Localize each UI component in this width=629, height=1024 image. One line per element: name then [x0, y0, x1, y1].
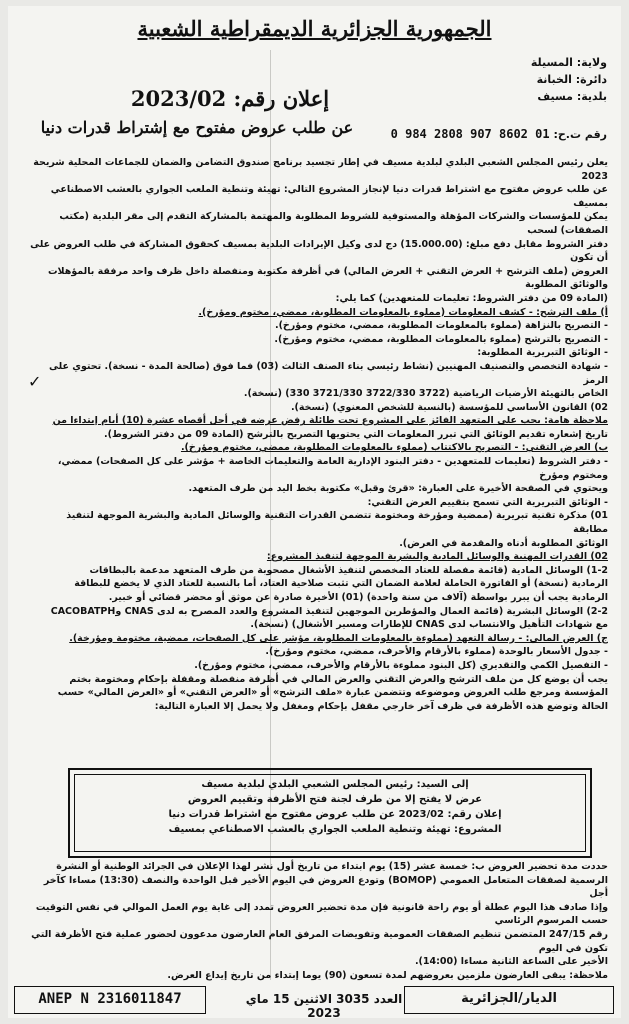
- envelope-line: عرض لا يفتح إلا من طرف لجنة فتح الأظرفة وتقييم العروض: [187, 794, 483, 805]
- technical-offer-heading: ب) العرض التقني: - التصريح بالاكتتاب (مملوء بالمعلومات المطلوبة، ممضي، مختوم ومؤرخ).: [180, 442, 608, 454]
- rib-label: رقم ت.ح:: [553, 128, 607, 141]
- body-line: 2-2) الوسائل البشرية (قائمة العمال والمؤطرين الموجهين لتنفيذ المشروع والعدد المصرح به لدى CNAS وCACOBATPH: [50, 605, 608, 617]
- body-line: - التصريح بالنزاهة (مملوء بالمعلومات المطلوبة، ممضي، مختوم ومؤرخ).: [274, 320, 608, 332]
- body-line: الرمادية يجب أن يبرر بواسطة (آلاف من سنة واحدة) (01) الأخيرة صادرة عن موثق أو محضر قضائي أو خبير.: [108, 592, 608, 603]
- body-line: - التفصيل الكمي والتقديري (كل البنود مملوءة بالأرقام والأحرف، ممضي، مختوم ومؤرخ).: [194, 659, 608, 671]
- announcement-body: [30, 156, 608, 713]
- body-line: - جدول الأسعار بالوحدة (مملوء بالأرقام والأحرف، ممضي، مختوم ومؤرخ).: [265, 646, 608, 658]
- envelope-box: [68, 768, 592, 858]
- body-line: المؤسسة ومرجع طلب العروض وموضوعه وتتضمن عبارة «ملف الترشح» أو «العرض التقني» أو «العرض المالي» حسب: [57, 687, 608, 699]
- closing-paragraph: [30, 860, 608, 982]
- body-line: يمكن للمؤسسات والشركات المؤهلة والمستوفية للشروط المطلوبة والمهتمة بالمشاركة التقدم إلى مقر البلدية (مكتب الصفقات) لسحب: [59, 211, 608, 236]
- body-line: (المادة 09 من دفتر الشروط: تعليمات للمتعهدين) كما يلي:: [335, 292, 608, 304]
- body-line: - شهادة التخصص والتصنيف المهنيين (نشاط رئيسي بناء الصنف الثالث (03) فما فوق (صالحة المدة - نسخة). تحتوي على الرمز: [48, 360, 608, 386]
- wilaya-line: ولاية: المسيلة: [530, 56, 607, 69]
- publication-box: [404, 986, 614, 1014]
- body-line: الحالة وتوضع هذه الأظرفة في ظرف آخر خارجي مقفل بإحكام ومغفل ولا يحمل إلا العبارة التالية:: [154, 700, 608, 712]
- body-line: مع شهادات التأهيل والانتساب لدى CNAS للإطارات ومسير الأشغال) (نسخة).: [250, 619, 608, 631]
- body-line: يجب أن يوضع كل من ملف الترشح والعرض التقني والعرض المالي في أظرفة منفصلة ومقفلة بإحكام ومختومة بختم: [69, 673, 608, 685]
- financial-offer-heading: ج) العرض المالي: - رسالة التعهد (مملوءة بالمعلومات المطلوبة، مؤشر على كل الصفحات، ممضية، مختومة ومؤرخة).: [69, 632, 608, 644]
- checkmark-icon: ✓: [28, 372, 42, 391]
- body-line: 1-2) الوسائل المادية (قائمة مفصلة للعتاد المخصص لتنفيذ الأشغال مصحوبة من طرف المتعهد مدعمة بالبطاقات: [89, 564, 608, 576]
- body-line: الرمادية (نسخة) أو الفاتورة الحاملة لعلامة الضمان التي تثبت صلاحية العتاد، أما بالنسبة للعتاد الذي لا يخضع للبطاقة: [74, 578, 608, 590]
- footer: [14, 986, 614, 1020]
- announcement-number: إعلان رقم: 2023/02: [130, 86, 330, 111]
- closing-line: رقم 247/15 المتضمن تنظيم الصفقات العمومية وتفويضات المرفق العام العارضون مدعوون لحضور عملية فتح الأظرفة التي تكون في اليوم: [31, 928, 608, 954]
- envelope-line: المشروع: تهيئة وتنطية الملعب الجواري بالعشب الاصطناعي بمسيف: [168, 824, 502, 835]
- candidacy-file-heading: أ) ملف الترشح: - كشف المعلومات (مملوء بالمعلومات المطلوبة، ممضي، مختوم ومؤرخ).: [198, 306, 608, 318]
- closing-line: وإذا صادف هذا اليوم عطلة أو يوم راحة قانونية فإن مدة تحضير العروض تمدد إلى غاية يوم العمل الموالي في نفس التوقيت حسب المرسوم الرئاسي: [35, 901, 608, 927]
- body-line: دفتر الشروط مقابل دفع مبلغ: (15.000.00) دج لدى وكيل الإيرادات البلدية بمسيف كحقوق المشاركة في طلب العروض على أن تكون: [30, 238, 608, 264]
- rib-line: [391, 127, 607, 141]
- envelope-text: [100, 777, 570, 837]
- publication-name: الديار/الجزائرية: [461, 991, 557, 1006]
- body-line: يعلن رئيس المجلس الشعبي البلدي لبلدية مسيف في إطار تجسيد برنامج صندوق التضامن والضمان للجماعات المحلية شريحة 2023: [33, 157, 608, 182]
- administration-block: [457, 54, 607, 105]
- closing-line: الأخير على الساعة الثانية مساءا (14:00).: [414, 956, 608, 968]
- body-line: العروض (ملف الترشح + العرض التقني + العرض المالي) في أظرفة مكتوبة ومنفصلة داخل ظرف واحد مرفقة بالمؤهلات والوثائق المطلوبة: [47, 265, 608, 291]
- body-line: - الوثائق التبريرية المطلوبة:: [477, 347, 608, 359]
- important-note: ملاحظة هامة: يجب على المتعهد الفائز على المشروع تحت طائلة رفض عرضه في أجل أقصاه عشرة (10) أيام إبتداءا من: [52, 415, 608, 427]
- body-line: الوثائق المطلوبة أدناه والمقدمة في العرض).: [399, 537, 608, 549]
- body-line: - دفتر الشروط (تعليمات للمتعهدين - دفتر البنود الإدارية العامة والتعليمات الخاصة + مؤشر على كل الصفحات) ممضي، ومختوم ومؤرخ: [57, 456, 608, 481]
- body-line: - الوثائق التبريرية التي تسمح بتقييم العرض التقني:: [367, 496, 608, 508]
- body-line: ويحتوي في الصفحة الأخيرة على العبارة: «قرئ وقبل» مكتوبة بخط اليد من طرف المتعهد.: [188, 483, 608, 495]
- envelope-line: إعلان رقم: 2023/02 عن طلب عروض مفتوح مع اشتراط قدرات دنيا: [168, 809, 502, 820]
- announcement-subtitle: عن طلب عروض مفتوح مع إشتراط قدرات دنيا: [40, 118, 354, 137]
- body-line: الخاص بالتهيئة الأرضيات الرياضية (3722 3722/330 3721/330 330) (نسخة).: [243, 388, 608, 400]
- anep-box: [14, 986, 206, 1014]
- anep-number: ANEP N 2316011847: [38, 991, 182, 1007]
- body-line: عن طلب عروض مفتوح مع اشتراط قدرات دنيا لإنجاز المشروع التالي: تهيئة وتنطية الملعب الجواري بالعشب الاصطناعي بمسيف: [50, 184, 608, 209]
- closing-line: حددت مدة تحضير العروض ب: خمسة عشر (15) يوم ابتداء من تاريخ أول نشر لهذا الإعلان في الجرائد الوطنية أو النشرة: [56, 861, 608, 872]
- baladia-line: بلدية: مسيف: [537, 90, 607, 103]
- closing-note: ملاحظة: يبقى العارضون ملزمين بعروضهم لمدة تسعون (90) يوما إبتداء من تاريخ إيداع العرض.: [167, 969, 608, 981]
- issue-date: العدد 3035 الاثنين 15 ماي 2023: [245, 992, 403, 1020]
- body-line: 02) القانون الأساسي للمؤسسة (بالنسبة للشخص المعنوي) (نسخة).: [290, 401, 608, 413]
- rib-number: 0 984 2808 907 8602 01: [390, 127, 550, 141]
- daira-line: دائرة: الخبانة: [536, 73, 607, 86]
- body-line: تاريخ إشعاره تقديم الوثائق التي تبرر المعلومات التي يحتويها التصريح بالترشح (المادة 09 من دفتر الشروط).: [104, 428, 608, 440]
- envelope-line: إلى السيد: رئيس المجلس الشعبي البلدي لبلدية مسيف: [201, 779, 469, 790]
- body-line: 01) مذكرة تقنية تبريرية (ممضية ومؤرخة ومختومة تتضمن القدرات التقنية والوسائل المادية والبشرية الموجهة لتنفيذ مطابقة: [66, 510, 608, 536]
- republic-heading: الجمهورية الجزائرية الديمقراطية الشعبية: [137, 16, 492, 41]
- closing-line: الرسمية لصفقات المتعامل العمومي (BOMOP) وتودع العروض في اليوم الأخير قبل الواحدة والنصف (13:30) مساءا كآخر أجل: [43, 874, 608, 900]
- body-line: - التصريح بالترشح (مملوء بالمعلومات المطلوبة، ممضي، مختوم ومؤرخ).: [274, 333, 608, 345]
- capacities-heading: 02) القدرات المهنية والوسائل المادية والبشرية الموجهة لتنفيذ المشروع:: [266, 551, 608, 563]
